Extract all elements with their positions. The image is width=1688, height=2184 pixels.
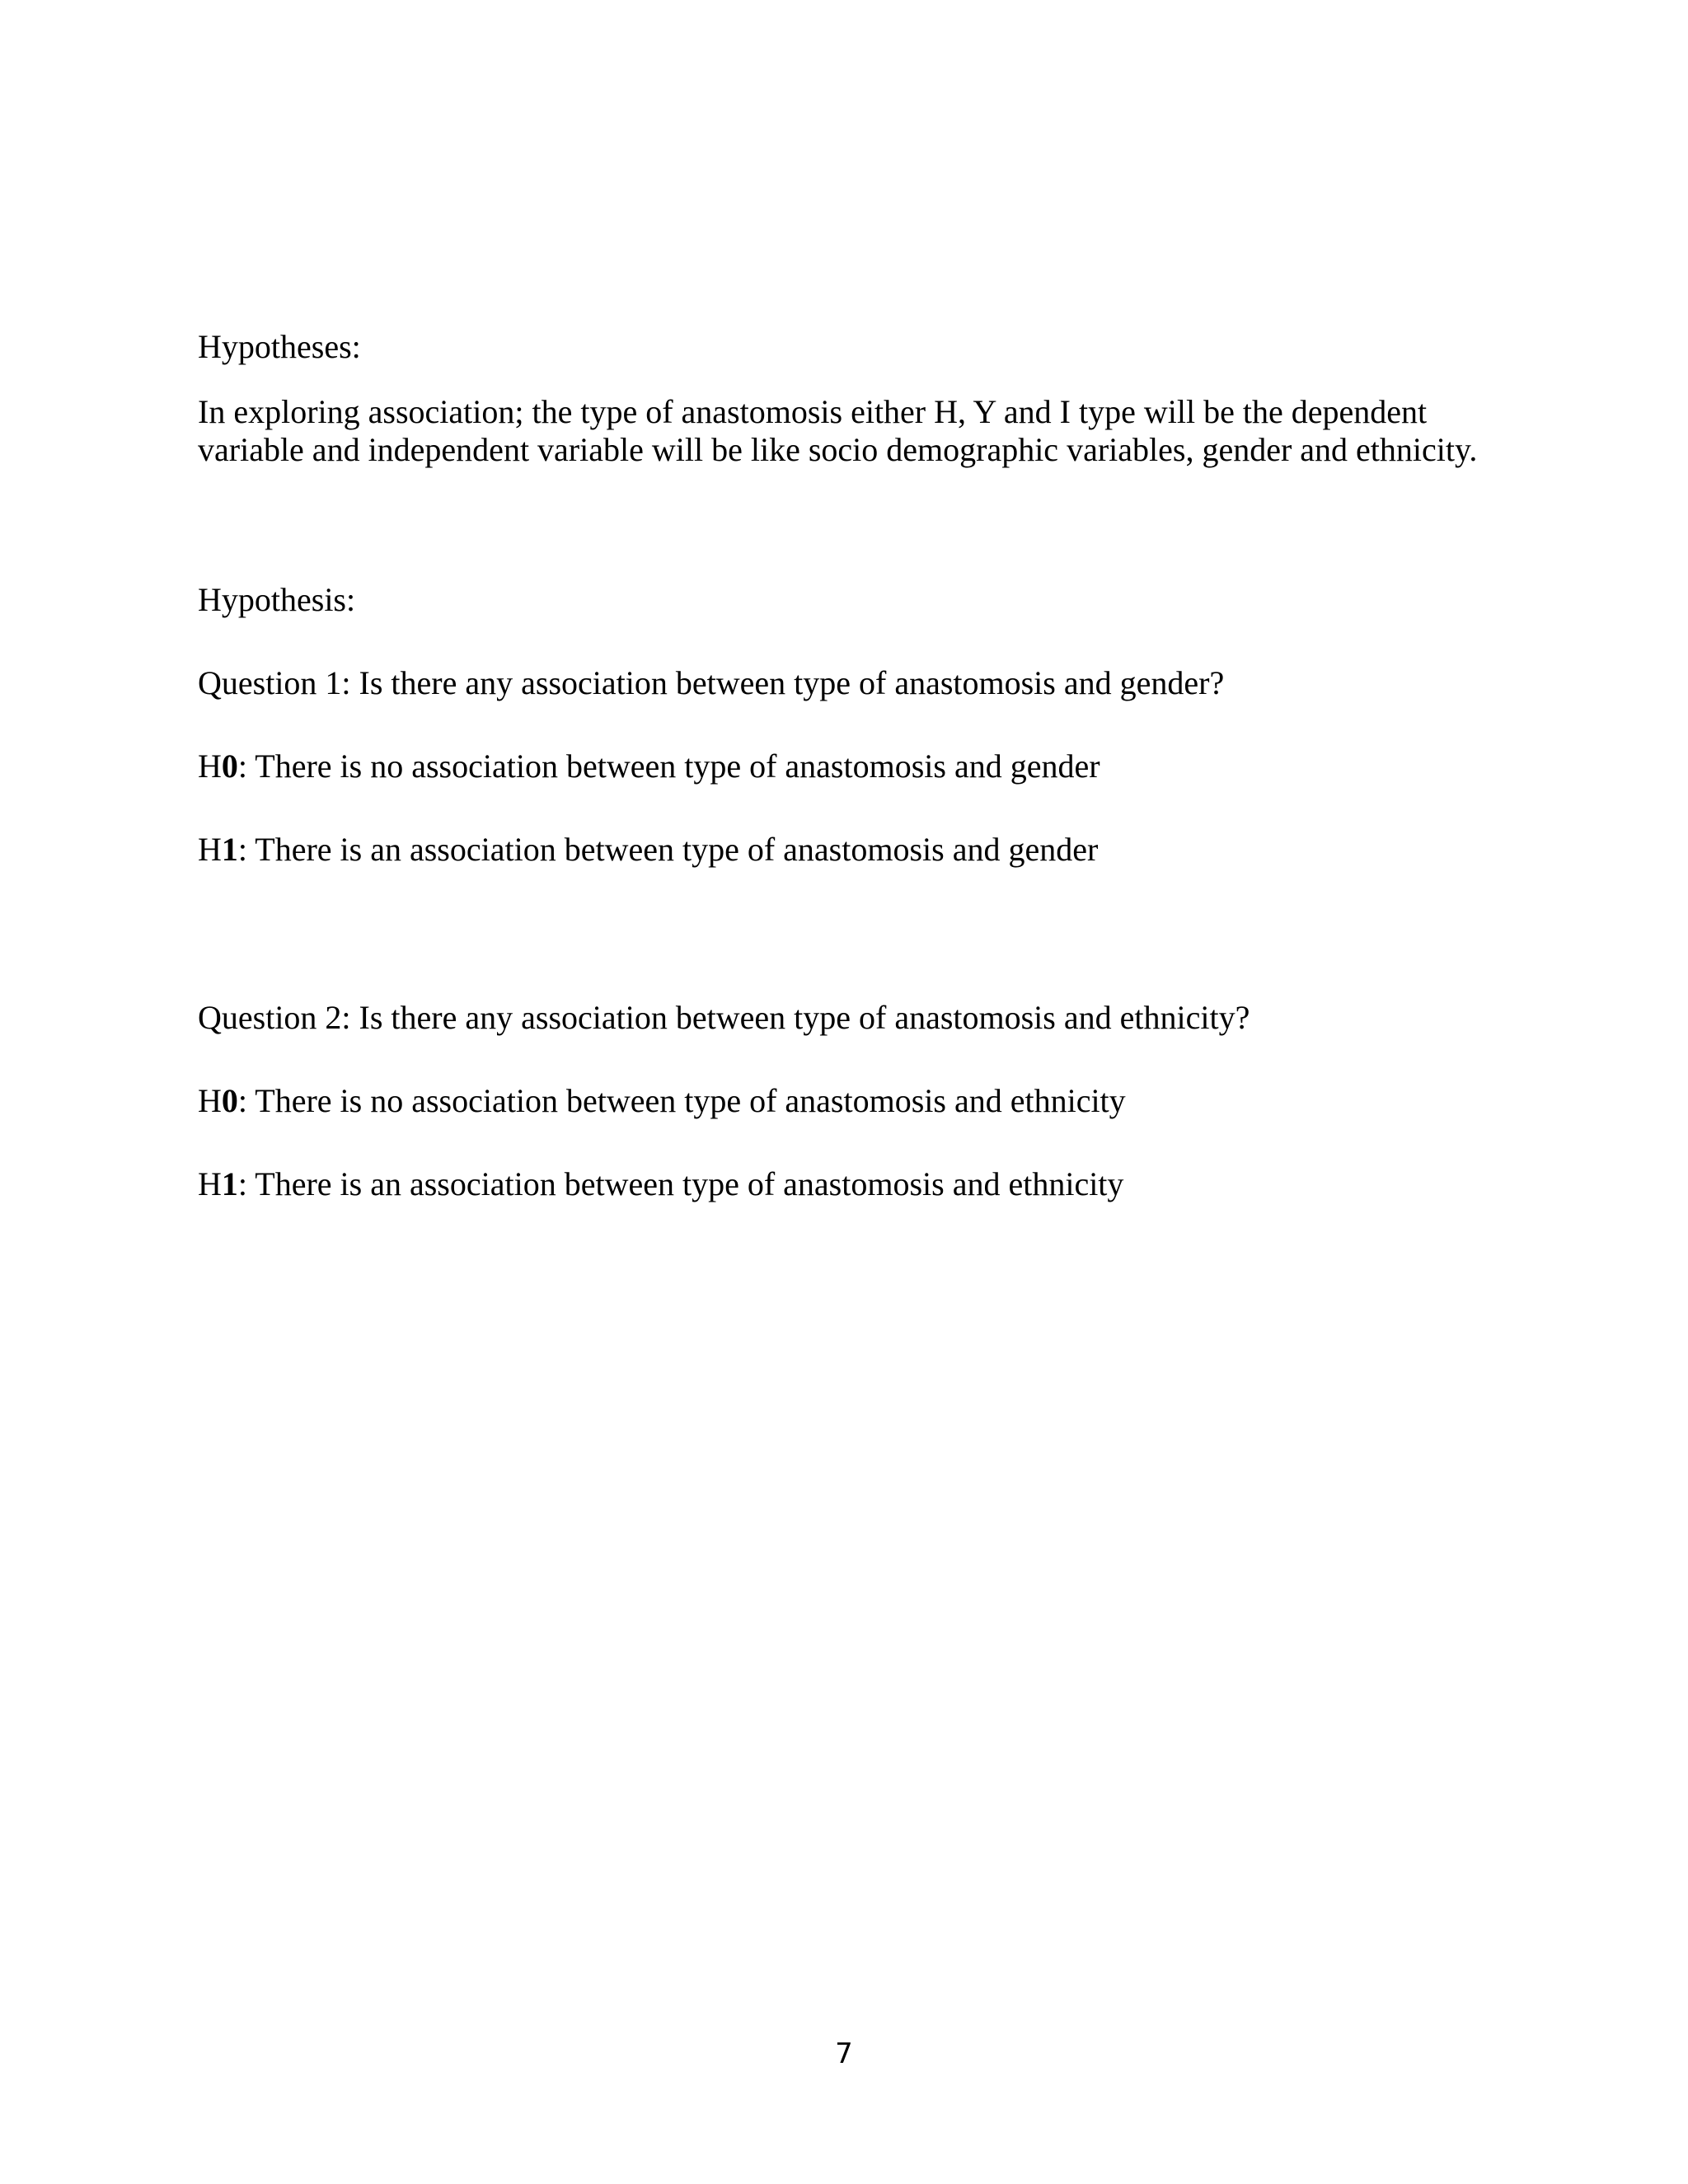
hypotheses-heading: Hypotheses:	[198, 328, 361, 365]
hypothesis-label-digit: 0	[221, 748, 238, 785]
question-2: Question 2: Is there any association between type of anastomosis and ethnicity?	[198, 999, 1250, 1036]
hypothesis-heading: Hypothesis:	[198, 581, 356, 618]
hypothesis-statement: : There is an association between type of anastomosis and gender	[237, 831, 1099, 868]
hypothesis-label-h: H	[198, 748, 222, 785]
hypothesis-label-h: H	[198, 831, 222, 868]
page-number: 7	[835, 2037, 853, 2070]
hypothesis-label-h: H	[198, 1082, 222, 1119]
question-1-null-hypothesis	[198, 748, 1100, 785]
hypothesis-label-h: H	[198, 1165, 222, 1202]
hypothesis-statement: : There is no association between type of anastomosis and gender	[237, 748, 1100, 785]
hypothesis-label-digit: 1	[221, 1165, 238, 1202]
hypothesis-statement: : There is an association between type of anastomosis and ethnicity	[237, 1165, 1124, 1202]
question-1: Question 1: Is there any association between type of anastomosis and gender?	[198, 664, 1225, 701]
hypothesis-statement: : There is no association between type of anastomosis and ethnicity	[237, 1082, 1126, 1119]
intro-paragraph-line-1: In exploring association; the type of anastomosis either H, Y and I type will be the dependent	[198, 393, 1428, 430]
hypothesis-label-digit: 0	[221, 1082, 238, 1119]
question-2-null-hypothesis	[198, 1082, 1126, 1120]
hypothesis-label-digit: 1	[221, 831, 238, 868]
question-2-alternative-hypothesis	[198, 1165, 1123, 1203]
question-1-alternative-hypothesis	[198, 831, 1098, 869]
intro-paragraph-line-2: variable and independent variable will be like socio demographic variables, gender and ethnicity.	[198, 431, 1478, 468]
